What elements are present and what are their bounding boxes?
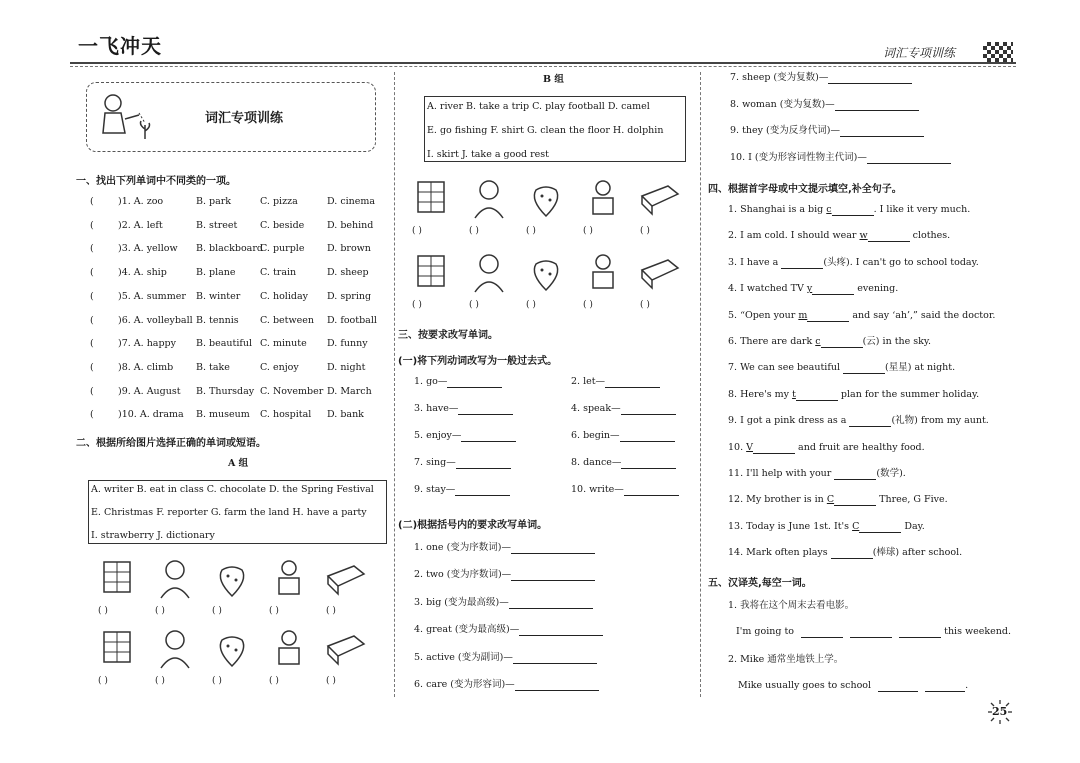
word-change-item: [730, 152, 951, 164]
title-box: [86, 82, 376, 152]
option-a: )2. A. left: [118, 219, 163, 231]
group-b-option-line: A. river B. take a trip C. play football D. camel: [427, 101, 650, 112]
take-a-trip-picture: [524, 250, 568, 294]
group-a-picture-row: [96, 626, 386, 696]
option-b: B. Thursday: [196, 385, 255, 397]
fill-sentence: [728, 283, 898, 295]
option-d: D. football: [327, 314, 377, 326]
option-a: )4. A. ship: [118, 267, 167, 279]
group-a-option-line: E. Christmas F. reporter G. farm the land H. have a party: [91, 507, 367, 518]
past-tense-word: 10. write—: [571, 484, 624, 495]
sentence-end: and say ‘ah’,” said the doctor.: [849, 309, 996, 321]
answer-blank[interactable]: [868, 231, 910, 242]
farm-land-picture: [210, 626, 254, 670]
sentence-start: 10.: [728, 441, 747, 453]
answer-blank[interactable]: [513, 653, 597, 664]
answer-blank[interactable]: [840, 126, 924, 137]
answer-paren[interactable]: ( ): [212, 676, 222, 686]
past-tense-item: [414, 376, 502, 388]
past-tense-item: [571, 403, 676, 415]
part1-list: [90, 196, 390, 426]
sentence-start: 6. There are dark: [728, 336, 816, 347]
fill-sentence: [728, 468, 906, 480]
option-b: B. beautiful: [196, 338, 253, 350]
past-tense-word: 8. dance—: [571, 457, 622, 468]
answer-paren[interactable]: ( ): [212, 606, 222, 616]
option-d: D. cinema: [327, 196, 376, 207]
translation-q1-start: I'm going to: [736, 626, 794, 637]
fill-sentence: [728, 547, 962, 559]
answer-paren[interactable]: ( ): [98, 606, 108, 616]
answer-blank[interactable]: [925, 681, 965, 692]
answer-paren[interactable]: ( ): [526, 300, 536, 310]
word-change-prompt: 7. sheep (变为复数)—: [730, 72, 829, 83]
fill-sentence: [728, 257, 979, 269]
word-change-list: [414, 542, 694, 702]
party-picture: [324, 626, 368, 670]
word-change-item: [730, 125, 924, 137]
answer-blank[interactable]: [859, 522, 901, 533]
word-change-item: [414, 542, 595, 554]
fill-sentence: [728, 521, 925, 533]
group-a-option-line: I. strawberry J. dictionary: [91, 530, 215, 541]
option-d: D. night: [327, 361, 366, 373]
part1-heading: 一、找出下列单词中不同类的一项。: [76, 176, 236, 187]
answer-blank[interactable]: [511, 543, 595, 554]
sentence-end: plan for the summer holiday.: [837, 388, 980, 400]
word-change-prompt: 1. one (变为序数词)—: [414, 542, 511, 553]
page-number-badge: [988, 700, 1012, 724]
word-change-list-continued: [730, 72, 1010, 172]
answer-paren[interactable]: ( ): [469, 226, 479, 236]
sentence-end: (头疼). I can't go to school today.: [823, 256, 979, 268]
skirt-picture: [524, 176, 568, 220]
kid-watering-plant-icon: [95, 89, 155, 145]
option-d: D. March: [327, 385, 372, 397]
first-letter-hint: C: [852, 520, 860, 532]
sentence-end: and fruit are healthy food.: [795, 441, 925, 453]
first-letter-hint: y: [806, 283, 813, 295]
part4-heading: 四、根据首字母或中文提示填空,补全句子。: [708, 184, 902, 195]
group-b-option-line: I. skirt J. take a good rest: [427, 149, 549, 160]
group-a-picture-row: [96, 556, 386, 626]
answer-blank[interactable]: [850, 627, 892, 638]
word-change-prompt: 3. big (变为最高级)—: [414, 596, 509, 608]
option-c: C. enjoy: [260, 361, 299, 373]
sentence-end: (棒球) after school.: [872, 547, 963, 559]
option-c: C. beside: [260, 219, 305, 231]
sentence-end: clothes.: [909, 230, 951, 242]
answer-blank[interactable]: [832, 205, 874, 216]
translation-q1-english: [736, 626, 1011, 638]
sentence-start: 8. Here's my: [728, 388, 793, 400]
translation-q1-end: this weekend.: [944, 626, 1011, 637]
past-tense-item: [571, 376, 660, 388]
answer-paren[interactable]: (: [90, 314, 94, 326]
answer-paren[interactable]: ( ): [526, 226, 536, 236]
answer-paren[interactable]: ( ): [269, 676, 279, 686]
option-b: B. plane: [196, 267, 236, 279]
sentence-start: 7. We can see beautiful: [728, 362, 844, 374]
option-c: C. holiday: [260, 290, 308, 302]
word-change-prompt: 4. great (变为最高级)—: [414, 624, 520, 636]
answer-blank[interactable]: [461, 431, 516, 442]
answer-blank[interactable]: [511, 570, 595, 581]
answer-blank[interactable]: [456, 458, 511, 469]
word-change-prompt: 5. active (变为副词)—: [414, 651, 513, 663]
answer-blank[interactable]: [621, 404, 676, 415]
page-title: 词汇专项训练: [205, 111, 284, 126]
sentence-start: 2. I am cold. I should wear: [728, 230, 860, 242]
answer-blank[interactable]: [867, 153, 951, 164]
answer-paren[interactable]: ( ): [269, 606, 279, 616]
group-b-picture-row: [410, 250, 700, 320]
camel-picture: [638, 176, 682, 220]
sentence-start: 3. I have a: [728, 256, 782, 268]
word-change-item: [414, 569, 595, 581]
answer-blank[interactable]: [899, 627, 941, 638]
fill-sentence: [728, 389, 979, 401]
fill-sentence: [728, 442, 925, 454]
column-divider: [394, 72, 395, 697]
option-d: D. spring: [327, 290, 372, 302]
answer-paren[interactable]: ( ): [583, 300, 593, 310]
sentence-start: 9. I got a pink dress as a: [728, 415, 850, 427]
part3-sub1-heading: (一)将下列动词改写为一般过去式。: [398, 356, 558, 367]
sentence-end: (星星) at night.: [885, 362, 956, 374]
sentence-end: (礼物) from my aunt.: [891, 415, 989, 427]
word-change-prompt: 2. two (变为序数词)—: [414, 569, 512, 581]
answer-blank[interactable]: [834, 469, 876, 480]
word-change-item: [414, 597, 593, 609]
fill-sentence: [728, 230, 950, 242]
answer-paren[interactable]: (: [90, 385, 94, 397]
answer-blank[interactable]: [801, 627, 843, 638]
option-c: C. train: [260, 267, 297, 279]
answer-blank[interactable]: [515, 680, 599, 691]
option-d: D. sheep: [327, 267, 369, 279]
answer-paren[interactable]: (: [90, 196, 94, 207]
answer-paren[interactable]: ( ): [155, 606, 165, 616]
section-tag: 词汇专项训练: [883, 46, 956, 60]
group-b-option-line: E. go fishing F. shirt G. clean the floor H. dolphin: [427, 125, 664, 136]
header-rule: [70, 62, 1016, 64]
fill-sentence: [728, 336, 931, 348]
first-letter-hint: c: [826, 204, 832, 215]
option-c: C. purple: [260, 243, 305, 255]
answer-paren[interactable]: (: [90, 409, 94, 421]
fill-sentence: [728, 494, 948, 506]
option-a: )7. A. happy: [118, 338, 177, 350]
first-letter-hint: c: [815, 336, 821, 347]
first-letter-hint: w: [859, 230, 868, 242]
fill-sentence: [728, 415, 989, 427]
first-letter-hint: m: [798, 309, 808, 321]
option-b: B. blackboard: [196, 243, 263, 255]
dolphin-picture: [467, 176, 511, 220]
word-change-item: [730, 99, 919, 111]
first-letter-hint: t: [792, 388, 796, 400]
eat-in-class-picture: [153, 626, 197, 670]
option-c: C. November: [260, 385, 324, 397]
past-tense-item: [414, 484, 510, 496]
sentence-start: 13. Today is June 1st. It's: [728, 520, 853, 532]
word-change-prompt: 8. woman (变为复数)—: [730, 98, 835, 110]
river-picture: [410, 176, 454, 220]
group-b-label: B 组: [543, 74, 564, 85]
sentence-end: Day.: [901, 520, 925, 532]
word-change-prompt: 9. they (变为反身代词)—: [730, 125, 840, 137]
dictionary-picture: [324, 556, 368, 600]
past-tense-item: [414, 430, 516, 442]
answer-paren[interactable]: (: [90, 338, 94, 350]
sentence-end: Three, G Five.: [876, 494, 948, 506]
word-change-item: [414, 679, 599, 691]
word-change-item: [730, 72, 912, 84]
answer-blank[interactable]: [843, 363, 885, 374]
answer-paren[interactable]: (: [90, 219, 94, 231]
go-fishing-picture: [581, 250, 625, 294]
option-c: C. between: [260, 314, 314, 326]
answer-blank[interactable]: [878, 681, 918, 692]
word-change-item: [414, 624, 603, 636]
part3-heading: 三、按要求改写单词。: [398, 330, 498, 341]
option-a: )9. A. August: [118, 385, 181, 397]
first-letter-hint: C: [826, 494, 835, 506]
spring-festival-picture: [267, 626, 311, 670]
answer-paren[interactable]: ( ): [412, 300, 422, 310]
play-football-picture: [410, 250, 454, 294]
header-rule-dashed: [70, 66, 1016, 67]
past-tense-word: 9. stay—: [414, 484, 456, 495]
answer-blank[interactable]: [620, 431, 675, 442]
christmas-tree-picture: [96, 626, 140, 670]
option-d: D. bank: [327, 409, 364, 421]
option-d: D. brown: [327, 243, 371, 255]
option-b: B. street: [196, 219, 238, 231]
option-b: B. tennis: [196, 314, 239, 326]
translation-q2-english: [738, 680, 968, 692]
answer-paren[interactable]: (: [90, 361, 94, 373]
answer-blank[interactable]: [807, 311, 849, 322]
sentence-start: 4. I watched TV: [728, 283, 807, 295]
answer-blank[interactable]: [834, 495, 876, 506]
sentence-start: 11. I'll help with your: [728, 468, 835, 479]
sentence-end: (云) in the sky.: [862, 336, 932, 347]
past-tense-list: [414, 376, 694, 511]
sentence-start: 1. Shanghai is a big: [728, 204, 827, 215]
answer-blank[interactable]: [447, 377, 502, 388]
sentence-start: 5. “Open your: [728, 309, 799, 321]
option-c: C. minute: [260, 338, 307, 350]
answer-blank[interactable]: [605, 377, 660, 388]
past-tense-word: 5. enjoy—: [414, 430, 462, 441]
translation-q2-chinese: 2. Mike 通常坐地铁上学。: [728, 654, 844, 665]
answer-blank[interactable]: [831, 548, 873, 559]
answer-paren[interactable]: (: [90, 243, 94, 255]
fill-sentence: [728, 310, 995, 322]
sentence-start: 12. My brother is in: [728, 494, 827, 506]
sentence-end: . I like it very much.: [873, 204, 971, 215]
group-a-option-line: A. writer B. eat in class C. chocolate D. the Spring Festival: [91, 484, 374, 495]
answer-blank[interactable]: [621, 458, 676, 469]
answer-blank[interactable]: [849, 416, 891, 427]
option-b: B. take: [196, 361, 230, 373]
part2-heading: 二、根据所给图片选择正确的单词或短语。: [76, 438, 266, 449]
brand-logo: 一飞冲天: [78, 34, 162, 58]
option-d: D. behind: [327, 219, 374, 231]
answer-paren[interactable]: ( ): [412, 226, 422, 236]
sentence-end: (数学).: [876, 468, 906, 479]
past-tense-item: [571, 484, 679, 496]
answer-blank[interactable]: [812, 284, 854, 295]
option-a: )10. A. drama: [118, 409, 184, 421]
checker-icon: [983, 42, 1013, 62]
answer-blank[interactable]: [458, 404, 513, 415]
option-b: B. museum: [196, 409, 250, 421]
group-b-picture-row: [410, 176, 700, 246]
answer-paren[interactable]: ( ): [469, 300, 479, 310]
answer-blank[interactable]: [835, 100, 919, 111]
answer-blank[interactable]: [624, 485, 679, 496]
past-tense-word: 6. begin—: [571, 430, 620, 441]
translation-q2-start: Mike usually goes to school: [738, 680, 872, 691]
reporter-picture: [267, 556, 311, 600]
answer-blank[interactable]: [781, 258, 823, 269]
answer-paren[interactable]: (: [90, 267, 94, 279]
answer-paren[interactable]: ( ): [155, 676, 165, 686]
option-a: )8. A. climb: [118, 361, 174, 373]
fill-sentence: [728, 362, 955, 374]
answer-paren[interactable]: ( ): [640, 300, 650, 310]
word-change-prompt: 10. I (变为形容词性物主代词)—: [730, 151, 867, 163]
take-a-rest-picture: [467, 250, 511, 294]
first-letter-hint: V: [746, 441, 754, 453]
past-tense-word: 7. sing—: [414, 457, 456, 468]
past-tense-word: 3. have—: [414, 403, 459, 414]
group-b-options: [424, 96, 686, 162]
answer-paren[interactable]: ( ): [326, 676, 336, 686]
past-tense-word: 2. let—: [571, 376, 606, 387]
clean-floor-picture: [638, 250, 682, 294]
sentence-end: evening.: [854, 283, 899, 295]
option-c: C. pizza: [260, 196, 298, 207]
answer-blank[interactable]: [821, 337, 863, 348]
part5-heading: 五、汉译英,每空一词。: [708, 578, 812, 589]
fill-sentence-list: [728, 204, 1018, 564]
option-b: B. winter: [196, 290, 241, 302]
option-b: B. park: [196, 196, 232, 207]
group-a-options: [88, 480, 387, 544]
option-d: D. funny: [327, 338, 368, 350]
option-a: )3. A. yellow: [118, 243, 178, 255]
chocolate-picture: [96, 556, 140, 600]
answer-paren[interactable]: ( ): [326, 606, 336, 616]
sentence-start: 14. Mark often plays: [728, 547, 831, 559]
shirt-picture: [581, 176, 625, 220]
past-tense-item: [571, 457, 676, 469]
writer-picture: [153, 556, 197, 600]
answer-paren[interactable]: ( ): [640, 226, 650, 236]
translation-q1-chinese: 1. 我将在这个周末去看电影。: [728, 600, 855, 611]
word-change-prompt: 6. care (变为形容词)—: [414, 679, 515, 690]
part3-sub2-heading: (二)根据括号内的要求改写单词。: [398, 520, 548, 531]
answer-paren[interactable]: ( ): [98, 676, 108, 686]
strawberry-picture: [210, 556, 254, 600]
answer-blank[interactable]: [519, 625, 603, 636]
past-tense-word: 4. speak—: [571, 403, 621, 414]
answer-blank[interactable]: [509, 598, 593, 609]
option-c: C. hospital: [260, 409, 312, 421]
fill-sentence: [728, 204, 970, 216]
answer-paren[interactable]: ( ): [583, 226, 593, 236]
answer-blank[interactable]: [455, 485, 510, 496]
past-tense-item: [414, 457, 511, 469]
answer-blank[interactable]: [828, 73, 912, 84]
option-a: )5. A. summer: [118, 290, 186, 302]
past-tense-word: 1. go—: [414, 376, 448, 387]
answer-paren[interactable]: (: [90, 290, 94, 302]
page-number: 25: [992, 705, 1008, 718]
group-a-label: A 组: [228, 458, 249, 469]
past-tense-item: [571, 430, 675, 442]
option-a: )6. A. volleyball: [118, 314, 193, 326]
column-divider: [700, 72, 701, 697]
answer-blank[interactable]: [796, 390, 838, 401]
translation-q2-end: .: [965, 680, 969, 691]
option-a: )1. A. zoo: [118, 196, 164, 207]
answer-blank[interactable]: [753, 443, 795, 454]
word-change-item: [414, 652, 597, 664]
past-tense-item: [414, 403, 513, 415]
